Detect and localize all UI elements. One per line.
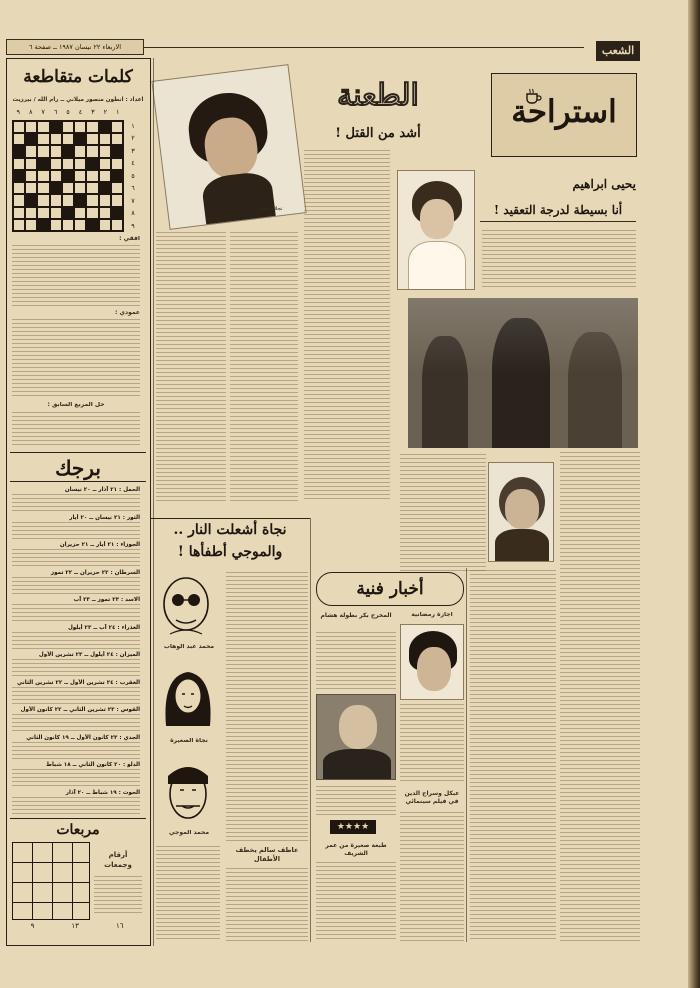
down-clues (12, 319, 140, 399)
sum-number: ١٣ (71, 922, 79, 930)
crossword-cell (99, 207, 111, 219)
crossword-cell (74, 121, 86, 133)
crossword-author: اعداد : انطون منصور ميلاني ــ رام الله / بيرزيت (12, 97, 144, 103)
horoscope-sign: السرطان : ٢٢ حزيران ــ ٢٢ تموز (50, 569, 140, 576)
man-face-icon (156, 756, 220, 826)
row-num: ٢ (131, 134, 135, 143)
crossword-cell (111, 158, 123, 170)
crossword-cell (111, 207, 123, 219)
cartoon-story-body (226, 572, 308, 842)
crossword-cell (74, 219, 86, 231)
crossword-cell (37, 158, 49, 170)
row-num: ٧ (131, 196, 135, 205)
crossword-cell (13, 133, 25, 145)
crossword-cell (62, 133, 74, 145)
crossword-cell (86, 145, 98, 157)
crossword-cell (37, 182, 49, 194)
mid-right-body (470, 570, 556, 942)
caricature-name-2: نجاة الصغيرة (170, 738, 208, 744)
horoscope-sign: الدلو : ٢٠ كانون الثاني ــ ١٨ شباط (46, 762, 140, 768)
crossword-cell (99, 133, 111, 145)
film-story-body-a (400, 454, 486, 574)
crossword-cell (74, 158, 86, 170)
horoscope-text (12, 577, 140, 596)
horoscope-sign: العقرب : ٢٤ تشرين الأول ــ ٢٢ تشرين الثاني (16, 679, 140, 686)
crossword-cell (86, 158, 98, 170)
crossword-cell (13, 219, 25, 231)
editorial-author: يحيى ابراهيم (572, 177, 636, 191)
prev-solution-text (12, 412, 140, 448)
horoscope-text (12, 549, 140, 568)
col-num: ١ (116, 108, 120, 116)
numbers-grid (12, 842, 90, 920)
crossword-cell (74, 207, 86, 219)
crossword-cell (99, 182, 111, 194)
young-man-photo (400, 624, 464, 700)
crossword-cell (13, 121, 25, 133)
crossword-cell (13, 145, 25, 157)
crossword-title: كلمات متقاطعة (23, 67, 133, 87)
crossword-cell (86, 182, 98, 194)
main-story-body-col1 (304, 150, 390, 502)
crossword-cell (50, 158, 62, 170)
crossword-cell (37, 207, 49, 219)
row-num: ٨ (131, 209, 135, 218)
actor-photo (316, 694, 396, 780)
news-body-4 (316, 862, 396, 942)
crossword-cell (25, 133, 37, 145)
col-num: ٨ (28, 108, 33, 116)
abdulwahab-caricature (156, 572, 220, 642)
crossword-cell (86, 207, 98, 219)
film-still-photo (408, 298, 638, 448)
crossword-cell (99, 194, 111, 206)
crossword-cell (111, 194, 123, 206)
news-item-4: طبعة صغيرة من عمر الشريف (325, 842, 387, 857)
prev-solution-heading: حل المربع السابق : (47, 402, 105, 408)
crossword-cell (62, 121, 74, 133)
crossword-cell (74, 145, 86, 157)
rating-stars: ★★★★ (330, 820, 376, 834)
horoscope-sign: الجوزاء : ٢١ أيار ــ ٢١ حزيران (59, 542, 140, 548)
crossword-cell (86, 170, 98, 182)
glasses-face-icon (156, 572, 220, 642)
crossword-row-numbers (126, 120, 140, 232)
horoscope-text (12, 632, 140, 651)
bottom-left-body (156, 846, 220, 942)
horoscope-text (12, 687, 140, 706)
crossword-col-numbers (12, 108, 124, 118)
col-num: ٦ (53, 108, 58, 116)
news-item-1: اجازة رمضانية (411, 612, 453, 618)
column-rule (466, 568, 467, 942)
horoscope-text (12, 769, 140, 788)
crossword-cell (111, 145, 123, 157)
row-num: ٤ (131, 159, 135, 168)
horoscope-title: برجك (10, 452, 146, 482)
col-num: ٣ (91, 108, 95, 116)
crossword-cell (111, 182, 123, 194)
najat-caricature (156, 664, 220, 734)
crossword-cell (74, 170, 86, 182)
crossword-cell (111, 133, 123, 145)
crossword-cell (37, 194, 49, 206)
crossword-cell (62, 170, 74, 182)
across-clues (12, 245, 140, 307)
writer-photo (397, 170, 475, 290)
horoscope-sign: الحمل : ٢١ آذار ــ ٢٠ نيسان (64, 487, 140, 493)
bottom-mid-body (226, 868, 308, 942)
crossword-cell (99, 158, 111, 170)
crossword-cell (74, 182, 86, 194)
horoscope-sign: القوس : ٢٣ تشرين الثاني ــ ٢٢ كانون الأول (20, 707, 140, 713)
crossword-cell (13, 194, 25, 206)
page-edge (688, 0, 700, 988)
crossword-grid (12, 120, 124, 232)
singer-photo-caption: نجلاء فتحي (257, 206, 283, 212)
column-rule (310, 518, 311, 942)
horoscope-text (12, 604, 140, 623)
crossword-cell (99, 145, 111, 157)
horoscope-sign: العذراء : ٢٤ آب ــ ٢٣ أيلول (67, 624, 140, 631)
crossword-cell (37, 170, 49, 182)
crossword-cell (62, 194, 74, 206)
crossword-cell (37, 121, 49, 133)
row-num: ٦ (131, 184, 135, 193)
horoscope-text (12, 714, 140, 733)
crossword-cell (74, 133, 86, 145)
main-story-body-mid (230, 232, 298, 502)
across-heading: افقي : (119, 236, 140, 242)
crossword-cell (62, 145, 74, 157)
down-heading: عمودي : (115, 310, 140, 316)
news-body-3 (316, 786, 396, 818)
horoscope-sign: الميزان : ٢٤ أيلول ــ ٢٣ تشرين الأول (38, 652, 140, 658)
horoscope-sign: الحوت : ١٩ شباط ــ ٢٠ آذار (65, 789, 140, 796)
horoscope-list (12, 486, 140, 816)
singer-photo (151, 64, 306, 230)
crossword-cell (50, 145, 62, 157)
old-man-photo (488, 462, 554, 562)
crossword-cell (50, 207, 62, 219)
crossword-cell (111, 219, 123, 231)
crossword-cell (86, 121, 98, 133)
crossword-cell (62, 182, 74, 194)
main-story-body-left (156, 232, 226, 502)
crossword-cell (25, 145, 37, 157)
header-rule (144, 47, 584, 48)
crossword-cell (50, 170, 62, 182)
crossword-cell (13, 207, 25, 219)
art-news-title: أخبار فنية (356, 579, 424, 599)
crossword-cell (25, 121, 37, 133)
numbers-rules (94, 876, 142, 916)
crossword-cell (50, 219, 62, 231)
crossword-cell (50, 121, 62, 133)
date-line: الاربعاء ٢٢ نيسان ١٩٨٧ ــ صفحة ٦ (28, 43, 122, 51)
row-num: ٣ (131, 146, 135, 155)
crossword-cell (37, 219, 49, 231)
col-num: ٥ (66, 108, 70, 116)
crossword-cell (25, 194, 37, 206)
crossword-cell (99, 121, 111, 133)
crossword-cell (62, 158, 74, 170)
crossword-cell (99, 170, 111, 182)
mougi-caricature (156, 756, 220, 826)
cartoon-title: نجاة أشعلت النار .. والموجي أطفأها ! (150, 518, 310, 564)
sum-number: ٩ (30, 922, 35, 930)
woman-face-icon (156, 664, 220, 734)
horoscope-sign: الجدي : ٢٣ كانون الأول ــ ١٩ كانون الثاني (26, 734, 140, 741)
horoscope-text (12, 494, 140, 513)
crossword-cell (86, 194, 98, 206)
editorial-body (482, 230, 636, 290)
horoscope-sign: الثور : ٢١ نيسان ــ ٢٠ أيار (69, 514, 140, 521)
col-num: ٤ (78, 108, 83, 116)
news-body-1 (316, 632, 396, 692)
crossword-cell (50, 133, 62, 145)
row-num: ١ (131, 122, 135, 130)
signature: عاطف سالم يخطف الأطفال (235, 846, 299, 863)
crossword-cell (25, 182, 37, 194)
crossword-cell (62, 219, 74, 231)
crossword-cell (13, 158, 25, 170)
crossword-cell (50, 194, 62, 206)
horoscope-text (12, 659, 140, 678)
crossword-cell (25, 219, 37, 231)
right-column-body (560, 452, 640, 942)
crossword-cell (99, 219, 111, 231)
sum-number: ١٦ (115, 922, 124, 930)
horoscope-sign: الاسد : ٢٣ تموز ــ ٢٣ آب (73, 597, 140, 603)
row-num: ٩ (131, 221, 135, 230)
crossword-cell (13, 170, 25, 182)
crossword-cell (25, 158, 37, 170)
crossword-cell (86, 133, 98, 145)
main-story-subtitle: أشد من القتل ! (335, 126, 421, 141)
news-body-2 (400, 704, 464, 784)
main-story-title: الطعنة (337, 78, 419, 113)
crossword-cell (111, 170, 123, 182)
column-rule (153, 58, 154, 946)
crossword-cell (74, 194, 86, 206)
crossword-cell (25, 170, 37, 182)
crossword-cell (86, 219, 98, 231)
horoscope-text (12, 522, 140, 541)
horoscope-text (12, 797, 140, 816)
horoscope-text (12, 742, 140, 761)
col-num: ٧ (41, 108, 45, 116)
row-num: ٥ (131, 171, 135, 180)
news-item-2: المخرج بكر بطولة هشام (320, 612, 392, 619)
crossword-cell (37, 133, 49, 145)
crossword-cell (13, 182, 25, 194)
section-title: استراحة (511, 94, 617, 130)
crossword-cell (37, 145, 49, 157)
coffee-cup-icon (524, 88, 542, 104)
crossword-cell (25, 207, 37, 219)
numbers-box-title: مربعات (10, 818, 146, 840)
col-num: ٢ (103, 108, 108, 116)
crossword-cell (62, 207, 74, 219)
crossword-cell (111, 121, 123, 133)
masthead-logo: الشعب (596, 41, 640, 61)
numbers-row (12, 922, 142, 932)
caricature-name-1: محمد عبد الوهاب (163, 644, 215, 650)
news-item-3: عبكل وسراج الدين في فيلم سينمائي (404, 790, 460, 805)
caricature-name-3: محمد الموجي (168, 830, 210, 836)
col-num: ٩ (16, 108, 21, 116)
editorial-title: أنا بسيطة لدرجة التعقيد ! (480, 198, 636, 222)
news-body-5 (400, 812, 464, 942)
numbers-box-subtitle: أرقام وجمعات (104, 851, 132, 869)
crossword-cell (50, 182, 62, 194)
